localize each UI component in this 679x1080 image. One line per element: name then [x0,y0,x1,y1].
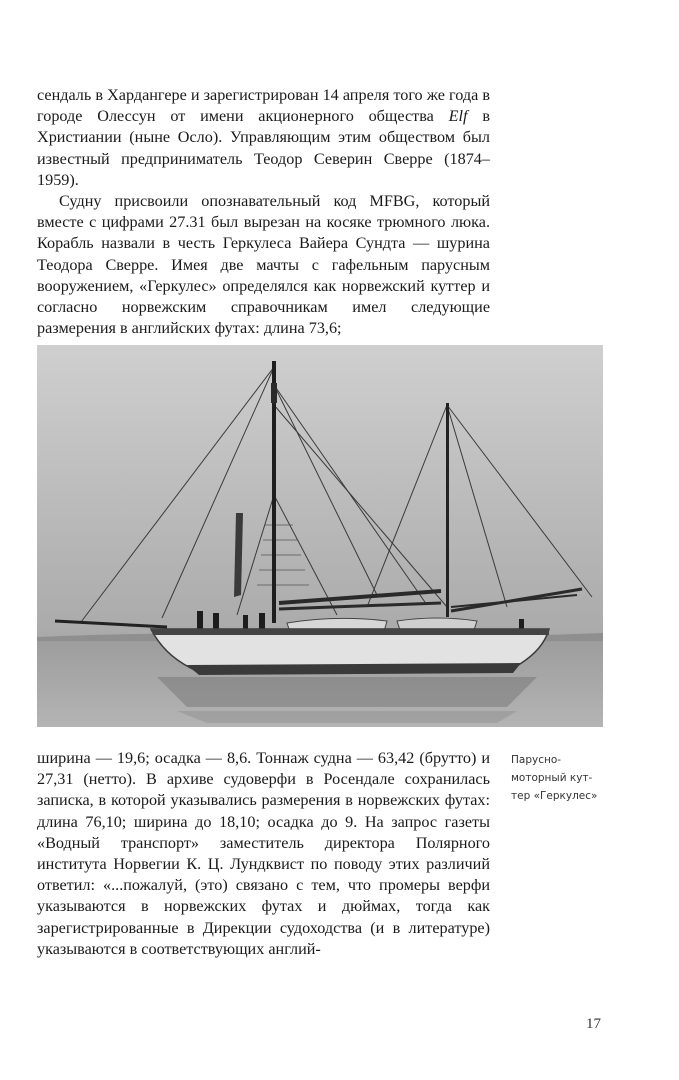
cutter-hercules-photo [37,345,603,727]
paragraph-2: Судну присвоили опознавательный код MFBG, который вместе с цифрами 27.31 был вырезан на косяке трюмного люка. Корабль назвали в честь Геркулеса Вайера Сундта — шурина Теодора Сверре. Имея две мачты с гафельным парусным вооружением, «Геркулес» определялся как норвежский куттер и согласно норвежским справочникам имел следующие размерения в английских футах: длина 73,6; [37,192,490,338]
photo-caption [511,751,611,805]
caption-line: тер «Геркулес» [511,790,598,802]
paragraph-3: ширина — 19,6; осадка — 8,6. Тоннаж судна — 63,42 (брутто) и 27,31 (нетто). В архиве судоверфи в Росендале сохранилась записка, в которой указывались размерения в норвежских футах: длина 76,10; ширина до 18,10; осадка до 9. На запрос газеты «Водный транспорт» заместитель директора Полярного института Норвегии К. Ц. Лундквист по поводу этих различий ответил: «...пожалуй, (это) связано с тем, что промеры верфи указываются в норвежских футах и дюймах, тогда как зарегистрированные в Дирекции судоходства (и в литературе) указываются в соответствующих англий- [37,749,490,958]
top-text-column [37,85,490,339]
caption-line: моторный кут- [511,772,593,784]
caption-line: Парусно- [511,754,562,766]
ship-photo [37,345,603,727]
bottom-text-column [37,748,490,960]
paragraph-1: сендаль в Хардангере и зарегистрирован 14 апреля того же года в городе Олессун от имени акционерного общества Elf в Христиании (ныне Осло). Управляющим этим обществом был известный предприниматель Теодор Северин Сверре (1874–1959). [37,86,490,189]
page-number: 17 [586,1016,601,1032]
company-name-italic: Elf [448,107,468,126]
